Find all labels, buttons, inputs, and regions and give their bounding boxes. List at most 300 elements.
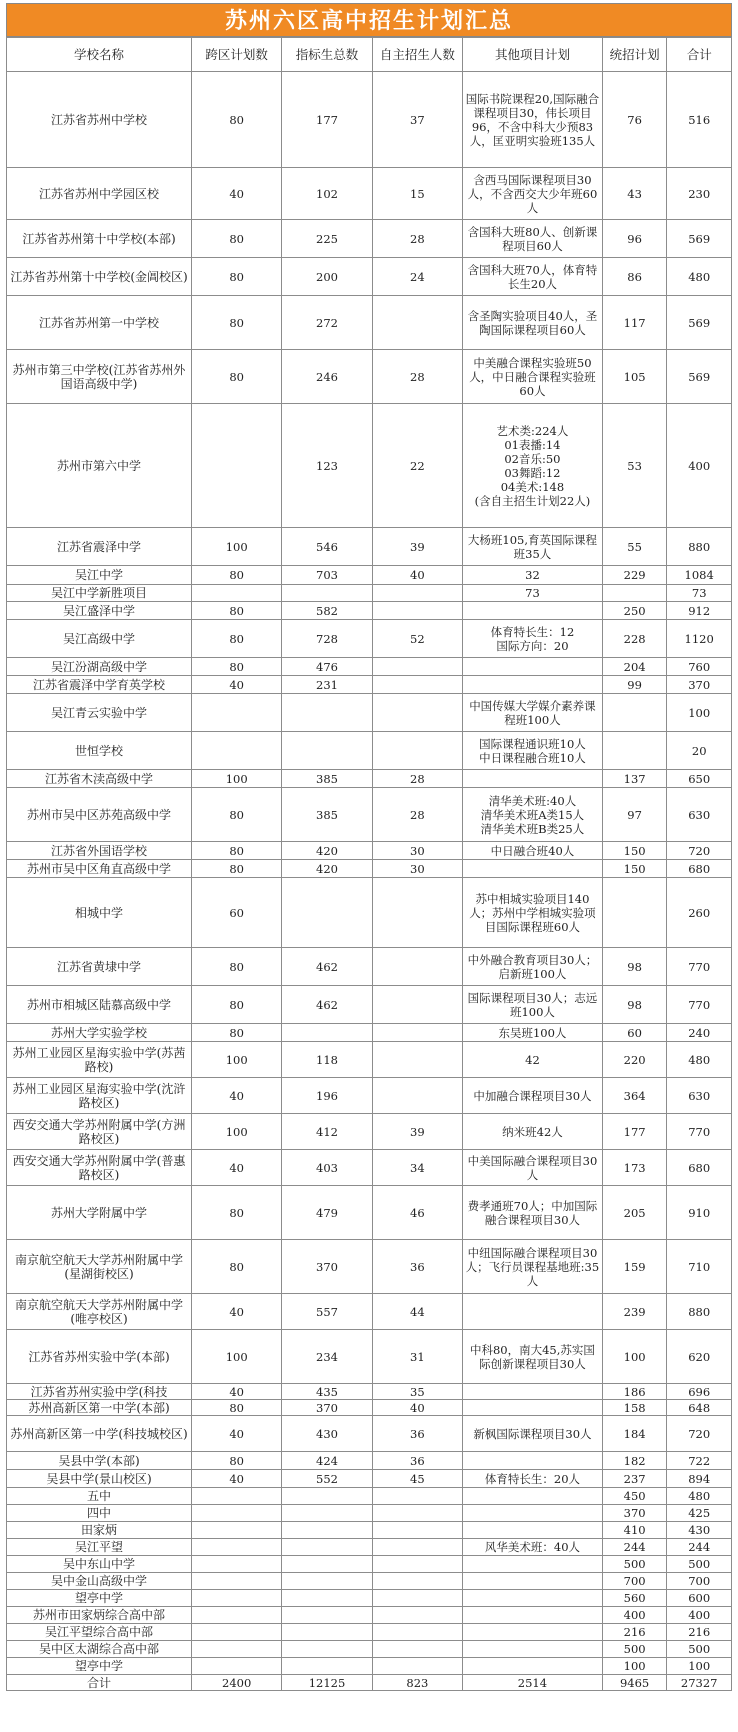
quota-students-cell: 728 [282, 620, 372, 658]
total-cell: 894 [667, 1470, 732, 1488]
total-cell: 710 [667, 1240, 732, 1294]
total-cell: 569 [667, 296, 732, 350]
total-cell: 480 [667, 258, 732, 296]
cross-district-cell: 40 [192, 1294, 282, 1330]
other-programs-cell: 国际课程通识班10人 中日课程融合班10人 [463, 732, 603, 770]
school-name-cell: 四中 [7, 1505, 192, 1522]
table-row [7, 1042, 732, 1078]
unified-enrollment-cell: 98 [602, 948, 667, 986]
independent-enrollment-cell [372, 602, 462, 620]
cross-district-cell: 40 [192, 1384, 282, 1400]
table-row [7, 1522, 732, 1539]
school-name-cell: 合计 [7, 1675, 192, 1691]
independent-enrollment-cell: 34 [372, 1150, 462, 1186]
unified-enrollment-cell: 500 [602, 1641, 667, 1658]
total-cell: 912 [667, 602, 732, 620]
table-row [7, 1539, 732, 1556]
unified-enrollment-cell: 43 [602, 168, 667, 220]
unified-enrollment-cell: 400 [602, 1607, 667, 1624]
unified-enrollment-cell: 229 [602, 566, 667, 585]
cross-district-cell [192, 1573, 282, 1590]
table-row [7, 842, 732, 860]
other-programs-cell [463, 602, 603, 620]
total-cell: 569 [667, 350, 732, 404]
quota-students-cell: 479 [282, 1186, 372, 1240]
school-name-cell: 南京航空航天大学苏州附属中学(星湖街校区) [7, 1240, 192, 1294]
cross-district-cell: 80 [192, 220, 282, 258]
other-programs-cell: 中美国际融合课程项目30人 [463, 1150, 603, 1186]
table-row [7, 566, 732, 585]
independent-enrollment-cell [372, 1539, 462, 1556]
other-programs-cell: 73 [463, 585, 603, 602]
other-programs-cell: 2514 [463, 1675, 603, 1691]
independent-enrollment-cell [372, 1573, 462, 1590]
other-programs-cell: 含国科大班80人、创新课程项目60人 [463, 220, 603, 258]
table-row [7, 1470, 732, 1488]
quota-students-cell: 703 [282, 566, 372, 585]
table-row [7, 602, 732, 620]
quota-students-cell [282, 1641, 372, 1658]
total-cell: 230 [667, 168, 732, 220]
other-programs-cell: 风华美术班：40人 [463, 1539, 603, 1556]
other-programs-cell [463, 1522, 603, 1539]
table-row [7, 1294, 732, 1330]
quota-students-cell [282, 1556, 372, 1573]
cross-district-cell: 80 [192, 1452, 282, 1470]
unified-enrollment-cell: 177 [602, 1114, 667, 1150]
table-row [7, 1452, 732, 1470]
independent-enrollment-cell: 46 [372, 1186, 462, 1240]
total-cell: 244 [667, 1539, 732, 1556]
school-name-cell: 苏州市第六中学 [7, 404, 192, 528]
other-programs-cell: 东吴班100人 [463, 1024, 603, 1042]
unified-enrollment-cell: 105 [602, 350, 667, 404]
school-name-cell: 相城中学 [7, 878, 192, 948]
table-row [7, 1556, 732, 1573]
other-programs-cell: 含西马国际课程项目30人，不含西交大少年班60人 [463, 168, 603, 220]
cross-district-cell: 80 [192, 1240, 282, 1294]
table-row [7, 1488, 732, 1505]
quota-students-cell [282, 1522, 372, 1539]
total-cell: 400 [667, 1607, 732, 1624]
other-programs-cell [463, 1607, 603, 1624]
unified-enrollment-cell: 159 [602, 1240, 667, 1294]
school-name-cell: 苏州高新区第一中学(科技城校区) [7, 1416, 192, 1452]
quota-students-cell: 435 [282, 1384, 372, 1400]
quota-students-cell [282, 732, 372, 770]
independent-enrollment-cell [372, 878, 462, 948]
school-name-cell: 苏州市田家炳综合高中部 [7, 1607, 192, 1624]
cross-district-cell: 100 [192, 528, 282, 566]
unified-enrollment-cell [602, 878, 667, 948]
cross-district-cell: 80 [192, 620, 282, 658]
quota-students-cell: 420 [282, 842, 372, 860]
quota-students-cell: 557 [282, 1294, 372, 1330]
quota-students-cell: 246 [282, 350, 372, 404]
table-row [7, 986, 732, 1024]
unified-enrollment-cell: 137 [602, 770, 667, 788]
other-programs-cell [463, 770, 603, 788]
unified-enrollment-cell: 370 [602, 1505, 667, 1522]
quota-students-cell: 582 [282, 602, 372, 620]
header-quota-students: 指标生总数 [282, 38, 372, 72]
cross-district-cell: 80 [192, 1024, 282, 1042]
total-cell: 240 [667, 1024, 732, 1042]
cross-district-cell: 80 [192, 566, 282, 585]
school-name-cell: 南京航空航天大学苏州附属中学(唯亭校区) [7, 1294, 192, 1330]
school-name-cell: 江苏省木渎高级中学 [7, 770, 192, 788]
other-programs-cell [463, 1452, 603, 1470]
table-row [7, 1573, 732, 1590]
total-cell: 73 [667, 585, 732, 602]
unified-enrollment-cell: 76 [602, 72, 667, 168]
school-name-cell: 吴江汾湖高级中学 [7, 658, 192, 676]
school-name-cell: 苏州市吴中区角直高级中学 [7, 860, 192, 878]
cross-district-cell [192, 1590, 282, 1607]
other-programs-cell: 大杨班105,育英国际课程班35人 [463, 528, 603, 566]
school-name-cell: 吴中区太湖综合高中部 [7, 1641, 192, 1658]
quota-students-cell [282, 1658, 372, 1675]
totals-row [7, 1675, 732, 1691]
school-name-cell: 江苏省外国语学校 [7, 842, 192, 860]
unified-enrollment-cell: 53 [602, 404, 667, 528]
quota-students-cell: 196 [282, 1078, 372, 1114]
independent-enrollment-cell [372, 1658, 462, 1675]
unified-enrollment-cell: 182 [602, 1452, 667, 1470]
quota-students-cell: 370 [282, 1240, 372, 1294]
unified-enrollment-cell: 9465 [602, 1675, 667, 1691]
total-cell: 20 [667, 732, 732, 770]
school-name-cell: 江苏省苏州中学校 [7, 72, 192, 168]
cross-district-cell: 80 [192, 296, 282, 350]
unified-enrollment-cell [602, 732, 667, 770]
other-programs-cell [463, 1556, 603, 1573]
cross-district-cell: 40 [192, 676, 282, 694]
quota-students-cell [282, 1590, 372, 1607]
unified-enrollment-cell: 150 [602, 842, 667, 860]
unified-enrollment-cell: 99 [602, 676, 667, 694]
independent-enrollment-cell: 28 [372, 770, 462, 788]
table-row [7, 788, 732, 842]
school-name-cell: 吴县中学(本部) [7, 1452, 192, 1470]
independent-enrollment-cell [372, 732, 462, 770]
total-cell: 1120 [667, 620, 732, 658]
other-programs-cell [463, 860, 603, 878]
school-name-cell: 苏州市第三中学校(江苏省苏州外国语高级中学) [7, 350, 192, 404]
cross-district-cell: 80 [192, 842, 282, 860]
total-cell: 910 [667, 1186, 732, 1240]
independent-enrollment-cell: 24 [372, 258, 462, 296]
table-row [7, 1505, 732, 1522]
unified-enrollment-cell: 239 [602, 1294, 667, 1330]
cross-district-cell: 60 [192, 878, 282, 948]
school-name-cell: 吴江青云实验中学 [7, 694, 192, 732]
table-row [7, 1641, 732, 1658]
cross-district-cell: 40 [192, 1470, 282, 1488]
unified-enrollment-cell: 60 [602, 1024, 667, 1042]
enrollment-sheet [6, 3, 732, 1729]
quota-students-cell: 462 [282, 948, 372, 986]
quota-students-cell: 225 [282, 220, 372, 258]
total-cell: 720 [667, 1416, 732, 1452]
total-cell: 216 [667, 1624, 732, 1641]
cross-district-cell [192, 1607, 282, 1624]
independent-enrollment-cell [372, 1522, 462, 1539]
unified-enrollment-cell: 186 [602, 1384, 667, 1400]
quota-students-cell [282, 1624, 372, 1641]
quota-students-cell [282, 1539, 372, 1556]
unified-enrollment-cell: 173 [602, 1150, 667, 1186]
unified-enrollment-cell: 364 [602, 1078, 667, 1114]
cross-district-cell: 80 [192, 1186, 282, 1240]
unified-enrollment-cell: 100 [602, 1330, 667, 1384]
total-cell: 27327 [667, 1675, 732, 1691]
table-row [7, 1590, 732, 1607]
cross-district-cell: 80 [192, 986, 282, 1024]
other-programs-cell: 中加融合课程项目30人 [463, 1078, 603, 1114]
quota-students-cell: 370 [282, 1400, 372, 1416]
unified-enrollment-cell: 184 [602, 1416, 667, 1452]
cross-district-cell [192, 404, 282, 528]
table-row [7, 1658, 732, 1675]
total-cell: 680 [667, 1150, 732, 1186]
school-name-cell: 世恒学校 [7, 732, 192, 770]
enrollment-table [6, 37, 732, 1691]
other-programs-cell: 中国传媒大学媒介素养课程班100人 [463, 694, 603, 732]
other-programs-cell: 含圣陶实验项目40人，圣陶国际课程项目60人 [463, 296, 603, 350]
table-row [7, 1416, 732, 1452]
header-unified-enrollment: 统招计划 [602, 38, 667, 72]
cross-district-cell: 40 [192, 1150, 282, 1186]
total-cell: 722 [667, 1452, 732, 1470]
table-row [7, 732, 732, 770]
total-cell: 500 [667, 1556, 732, 1573]
table-row [7, 1024, 732, 1042]
independent-enrollment-cell [372, 676, 462, 694]
unified-enrollment-cell: 237 [602, 1470, 667, 1488]
total-cell: 720 [667, 842, 732, 860]
total-cell: 500 [667, 1641, 732, 1658]
table-row [7, 350, 732, 404]
total-cell: 770 [667, 948, 732, 986]
other-programs-cell [463, 1658, 603, 1675]
sheet-title: 苏州六区高中招生计划汇总 [6, 3, 732, 37]
independent-enrollment-cell [372, 1505, 462, 1522]
total-cell: 425 [667, 1505, 732, 1522]
table-row [7, 676, 732, 694]
independent-enrollment-cell [372, 1042, 462, 1078]
unified-enrollment-cell: 158 [602, 1400, 667, 1416]
other-programs-cell: 苏中相城实验项目140人；苏州中学相城实验项目国际课程班60人 [463, 878, 603, 948]
independent-enrollment-cell: 30 [372, 860, 462, 878]
table-row [7, 1186, 732, 1240]
total-cell: 1084 [667, 566, 732, 585]
quota-students-cell: 234 [282, 1330, 372, 1384]
total-cell: 480 [667, 1488, 732, 1505]
cross-district-cell [192, 1658, 282, 1675]
quota-students-cell [282, 1024, 372, 1042]
unified-enrollment-cell: 450 [602, 1488, 667, 1505]
total-cell: 620 [667, 1330, 732, 1384]
cross-district-cell: 100 [192, 1330, 282, 1384]
unified-enrollment-cell: 100 [602, 1658, 667, 1675]
total-cell: 880 [667, 528, 732, 566]
quota-students-cell: 462 [282, 986, 372, 1024]
independent-enrollment-cell [372, 1024, 462, 1042]
total-cell: 770 [667, 1114, 732, 1150]
quota-students-cell [282, 585, 372, 602]
school-name-cell: 吴江中学新胜项目 [7, 585, 192, 602]
school-name-cell: 田家炳 [7, 1522, 192, 1539]
independent-enrollment-cell: 40 [372, 1400, 462, 1416]
quota-students-cell: 123 [282, 404, 372, 528]
header-other-programs: 其他项目计划 [463, 38, 603, 72]
other-programs-cell: 体育特长生：12 国际方向：20 [463, 620, 603, 658]
cross-district-cell [192, 1505, 282, 1522]
cross-district-cell: 80 [192, 788, 282, 842]
independent-enrollment-cell [372, 1624, 462, 1641]
school-name-cell: 江苏省苏州实验中学(科技 [7, 1384, 192, 1400]
school-name-cell: 江苏省苏州中学园区校 [7, 168, 192, 220]
header-independent-enrollment: 自主招生人数 [372, 38, 462, 72]
table-row [7, 1240, 732, 1294]
independent-enrollment-cell: 22 [372, 404, 462, 528]
table-row [7, 1400, 732, 1416]
other-programs-cell: 中外融合教育项目30人；启新班100人 [463, 948, 603, 986]
other-programs-cell: 清华美术班:40人 清华美术班A类15人 清华美术班B类25人 [463, 788, 603, 842]
total-cell: 100 [667, 694, 732, 732]
other-programs-cell [463, 1624, 603, 1641]
total-cell: 516 [667, 72, 732, 168]
school-name-cell: 江苏省黄埭中学 [7, 948, 192, 986]
cross-district-cell: 100 [192, 1042, 282, 1078]
quota-students-cell: 552 [282, 1470, 372, 1488]
table-row [7, 948, 732, 986]
cross-district-cell: 80 [192, 72, 282, 168]
school-name-cell: 西安交通大学苏州附属中学(普惠路校区) [7, 1150, 192, 1186]
table-row [7, 258, 732, 296]
quota-students-cell: 424 [282, 1452, 372, 1470]
school-name-cell: 江苏省震泽中学育英学校 [7, 676, 192, 694]
independent-enrollment-cell: 28 [372, 220, 462, 258]
independent-enrollment-cell [372, 296, 462, 350]
independent-enrollment-cell [372, 948, 462, 986]
total-cell: 648 [667, 1400, 732, 1416]
table-row [7, 1624, 732, 1641]
independent-enrollment-cell: 30 [372, 842, 462, 860]
other-programs-cell [463, 1294, 603, 1330]
other-programs-cell: 含国科大班70人，体育特长生20人 [463, 258, 603, 296]
independent-enrollment-cell: 52 [372, 620, 462, 658]
quota-students-cell: 403 [282, 1150, 372, 1186]
other-programs-cell [463, 1400, 603, 1416]
other-programs-cell [463, 1505, 603, 1522]
table-row [7, 585, 732, 602]
cross-district-cell: 40 [192, 168, 282, 220]
total-cell: 480 [667, 1042, 732, 1078]
school-name-cell: 江苏省震泽中学 [7, 528, 192, 566]
table-row [7, 860, 732, 878]
unified-enrollment-cell: 150 [602, 860, 667, 878]
table-row [7, 694, 732, 732]
quota-students-cell: 546 [282, 528, 372, 566]
unified-enrollment-cell: 117 [602, 296, 667, 350]
school-name-cell: 望亭中学 [7, 1658, 192, 1675]
unified-enrollment-cell: 205 [602, 1186, 667, 1240]
cross-district-cell [192, 1539, 282, 1556]
table-row [7, 168, 732, 220]
independent-enrollment-cell: 15 [372, 168, 462, 220]
table-row [7, 528, 732, 566]
quota-students-cell: 231 [282, 676, 372, 694]
table-row [7, 878, 732, 948]
school-name-cell: 五中 [7, 1488, 192, 1505]
header-cross-district: 跨区计划数 [192, 38, 282, 72]
cross-district-cell: 2400 [192, 1675, 282, 1691]
table-row [7, 770, 732, 788]
other-programs-cell: 体育特长生：20人 [463, 1470, 603, 1488]
unified-enrollment-cell: 216 [602, 1624, 667, 1641]
cross-district-cell: 40 [192, 1416, 282, 1452]
cross-district-cell [192, 1624, 282, 1641]
total-cell: 680 [667, 860, 732, 878]
school-name-cell: 吴江中学 [7, 566, 192, 585]
school-name-cell: 苏州工业园区星海实验中学(沈浒路校区) [7, 1078, 192, 1114]
unified-enrollment-cell: 97 [602, 788, 667, 842]
independent-enrollment-cell: 823 [372, 1675, 462, 1691]
unified-enrollment-cell [602, 694, 667, 732]
other-programs-cell [463, 658, 603, 676]
quota-students-cell: 177 [282, 72, 372, 168]
unified-enrollment-cell: 55 [602, 528, 667, 566]
table-row [7, 72, 732, 168]
school-name-cell: 吴江平望综合高中部 [7, 1624, 192, 1641]
unified-enrollment-cell: 98 [602, 986, 667, 1024]
other-programs-cell [463, 1590, 603, 1607]
school-name-cell: 江苏省苏州第十中学校(本部) [7, 220, 192, 258]
cross-district-cell: 80 [192, 658, 282, 676]
cross-district-cell: 80 [192, 948, 282, 986]
quota-students-cell [282, 1488, 372, 1505]
independent-enrollment-cell: 39 [372, 1114, 462, 1150]
school-name-cell: 吴中金山高级中学 [7, 1573, 192, 1590]
cross-district-cell [192, 1641, 282, 1658]
unified-enrollment-cell: 700 [602, 1573, 667, 1590]
quota-students-cell: 272 [282, 296, 372, 350]
independent-enrollment-cell [372, 1590, 462, 1607]
independent-enrollment-cell [372, 1556, 462, 1573]
other-programs-cell [463, 1573, 603, 1590]
total-cell: 880 [667, 1294, 732, 1330]
other-programs-cell: 国际课程项目30人；志远班100人 [463, 986, 603, 1024]
independent-enrollment-cell [372, 1488, 462, 1505]
cross-district-cell [192, 585, 282, 602]
quota-students-cell [282, 1573, 372, 1590]
cross-district-cell: 80 [192, 602, 282, 620]
quota-students-cell: 385 [282, 788, 372, 842]
quota-students-cell: 102 [282, 168, 372, 220]
header-row [7, 38, 732, 72]
table-row [7, 296, 732, 350]
independent-enrollment-cell: 35 [372, 1384, 462, 1400]
quota-students-cell: 385 [282, 770, 372, 788]
table-row [7, 1384, 732, 1400]
other-programs-cell: 中科80，南大45,苏实国际创新课程项目30人 [463, 1330, 603, 1384]
quota-students-cell: 430 [282, 1416, 372, 1452]
unified-enrollment-cell: 500 [602, 1556, 667, 1573]
other-programs-cell: 艺术类:224人 01表播:14 02音乐:50 03舞蹈:12 04美术:148 (含自主招生计划22人) [463, 404, 603, 528]
total-cell: 696 [667, 1384, 732, 1400]
